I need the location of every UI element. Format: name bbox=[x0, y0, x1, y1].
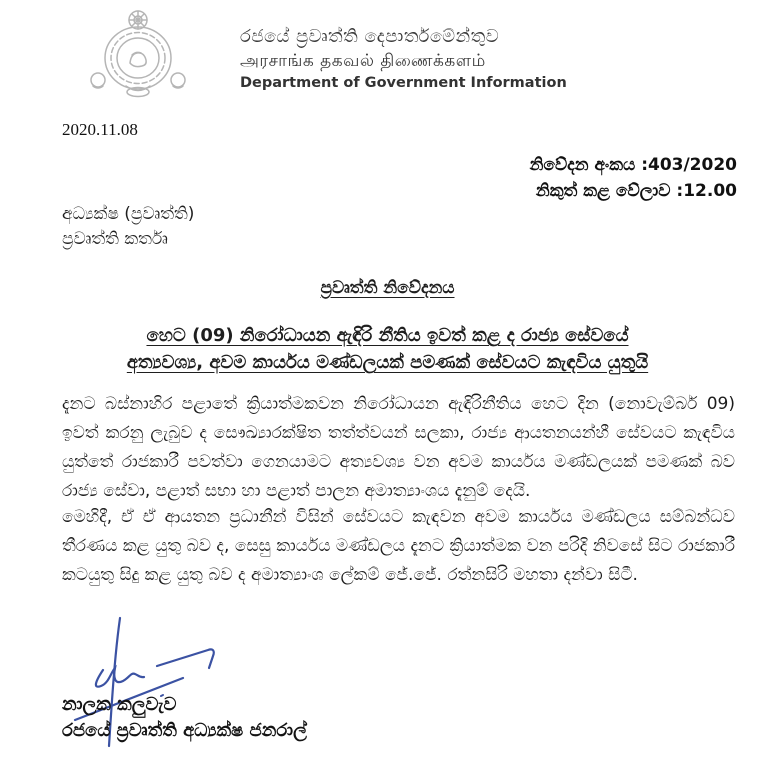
letterhead bbox=[240, 25, 567, 93]
headline bbox=[60, 322, 715, 376]
sri-lanka-emblem-icon bbox=[85, 8, 191, 98]
document-date: 2020.11.08 bbox=[62, 120, 138, 139]
body-paragraph-1: දැනට බස්නාහිර පළාතේ ක්‍රියාත්මකවන නිරෝධායන ඇඳිරිනීතිය හෙට දින (නොවැම්බර් 09) ඉවත් කරනු ලැබුව ද සෞඛ්‍යාරක්ෂිත තත්ත්වයන් සලකා, රාජ්‍ය ආයතනයන්හී සේවයට කැඳවිය යුත්තේ රාජකාරී පවත්වා ගෙනයාමට අත්‍යවශ්‍ය වන අවම කාර්යය මණ්ඩලයක් පමණක් බව රාජ්‍ය සේවා, පළාත් සභා හා පළාත් පාලන අමාත්‍යාංශය දැනුම් දෙයි. bbox=[62, 394, 735, 501]
release-time-line: නිකුත් කළ වේලාව :12.00 bbox=[535, 181, 737, 201]
signatory-name: නාලක කලුවැව bbox=[62, 694, 177, 715]
headline-line-2: අත්‍යවශ්‍ය, අවම කාර්යය මණ්ඩලයක් පමණක් සේවයට කැඳවිය යුතුයි bbox=[126, 352, 649, 373]
dept-name-english: Department of Government Information bbox=[240, 75, 567, 91]
document-type-title: ප්‍රවෘත්ති නිවේදනය bbox=[320, 278, 455, 298]
signatory-title: රජයේ ප්‍රවෘත්ති අධ්‍යක්ෂ ජනරාල් bbox=[62, 720, 307, 741]
recipient-director-news: අධ්‍යක්ෂ (ප්‍රවෘත්ති) bbox=[62, 204, 195, 224]
dept-name-sinhala: රජයේ ප්‍රවෘත්ති දෙපාර්තමේන්තුව bbox=[240, 26, 500, 47]
headline-line-1: හෙට (09) නිරෝධායන ඇඳිරි නීතිය ඉවත් කළ ද රාජ්‍ය සේවයේ bbox=[146, 325, 629, 346]
recipients-block bbox=[62, 202, 194, 252]
release-number-line: නිවේදන අංකය :403/2020 bbox=[529, 155, 737, 175]
release-meta bbox=[530, 152, 737, 204]
dept-name-tamil: அரசாங்க தகவல் திணைக்களம் bbox=[240, 51, 486, 71]
recipient-news-editor: ප්‍රවෘත්ති කර්තෘ bbox=[62, 229, 168, 249]
signatory-block bbox=[62, 692, 307, 744]
body-paragraph-2: මෙහිදී, ඒ ඒ ආයතන ප්‍රධානීන් විසින් සේවයට කැඳවන අවම කාර්යය මණ්ඩලය සම්බන්ධව තීරණය කළ යුතු බව ද, සෙසු කාර්යය මණ්ඩලය දැනට ක්‍රියාත්මක වන පරිදි නිවසේ සිට රාජකාරී කටයුතු සිදු කළ යුතු බව ද අමාත්‍යාංශ ලේකම් ජේ.ජේ. රත්නසිරි මහතා දන්වා සිටී. bbox=[62, 507, 735, 585]
